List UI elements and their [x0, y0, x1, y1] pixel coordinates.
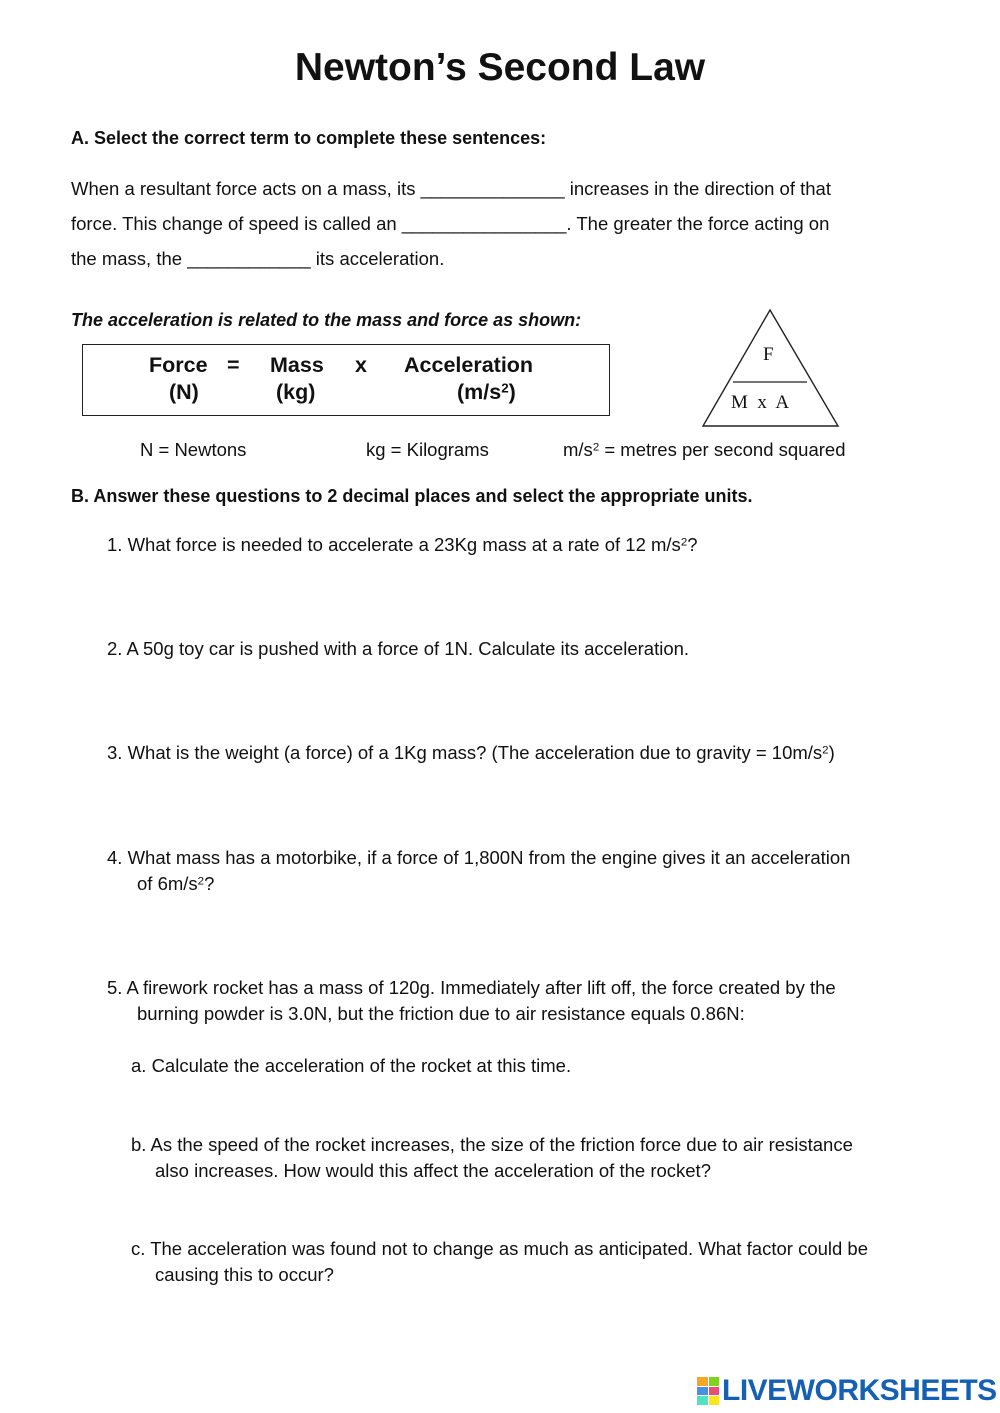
formula-force: Force: [149, 353, 208, 377]
question-3: 3. What is the weight (a force) of a 1Kg mass? (The acceleration due to gravity = $10m/s^2$): [107, 742, 835, 763]
liveworksheets-logo-text: LIVEWORKSHEETS: [722, 1374, 997, 1407]
question-5c-line-2: causing this to occur?: [155, 1264, 334, 1285]
question-5-line-1: 5. A firework rocket has a mass of 120g. Immediately after lift off, the force created by the: [107, 977, 836, 998]
liveworksheets-logo[interactable]: [697, 1374, 997, 1408]
formula-mass: Mass: [270, 353, 324, 377]
relation-intro: The acceleration is related to the mass and force as shown:: [71, 310, 582, 330]
formula-equals: =: [227, 353, 240, 377]
question-5b-line-2: also increases. How would this affect the acceleration of the rocket?: [155, 1160, 711, 1181]
question-4-line-1: 4. What mass has a motorbike, if a force of 1,800N from the engine gives it an acceleration: [107, 847, 851, 868]
unit-kilograms: kg = Kilograms: [366, 439, 489, 460]
liveworksheets-logo-icon: [697, 1377, 719, 1405]
formula-force-unit: (N): [169, 380, 199, 404]
unit-mps2: $m/s^2$ = metres per second squared: [563, 439, 846, 460]
question-5-line-2: burning powder is 3.0N, but the friction due to air resistance equals 0.86N:: [137, 1003, 745, 1024]
question-5b-line-1: b. As the speed of the rocket increases, the size of the friction force due to air resistance: [131, 1134, 853, 1155]
formula-times: x: [355, 353, 367, 377]
formula-accel-unit: $(m/s^2)$: [457, 380, 516, 404]
question-1: 1. What force is needed to accelerate a 23Kg mass at a rate of 12 $m/s^2$?: [107, 534, 698, 555]
section-a-heading: A. Select the correct term to complete these sentences:: [71, 128, 547, 148]
section-b-heading: B. Answer these questions to 2 decimal places and select the appropriate units.: [71, 486, 753, 506]
triangle-bottom-label: M x A: [731, 392, 790, 413]
section-a-line-1: When a resultant force acts on a mass, its ______________ increases in the direction of that: [71, 178, 831, 199]
formula-acceleration: Acceleration: [404, 353, 534, 377]
question-4-line-2: of $6m/s^2$?: [137, 873, 215, 894]
section-a-line-2: force. This change of speed is called an ________________. The greater the force acting on: [71, 213, 830, 234]
formula-mass-unit: (kg): [276, 380, 316, 404]
unit-newtons: N = Newtons: [140, 439, 247, 460]
question-2: 2. A 50g toy car is pushed with a force of 1N. Calculate its acceleration.: [107, 638, 690, 659]
triangle-top-label: F: [763, 344, 774, 365]
page-title: Newton’s Second Law: [294, 46, 706, 89]
formula-box: [82, 344, 610, 416]
question-5c-line-1: c. The acceleration was found not to change as much as anticipated. What factor could be: [131, 1238, 869, 1259]
question-5a: a. Calculate the acceleration of the rocket at this time.: [131, 1055, 572, 1076]
section-a-line-3: the mass, the ____________ its acceleration.: [71, 248, 445, 269]
